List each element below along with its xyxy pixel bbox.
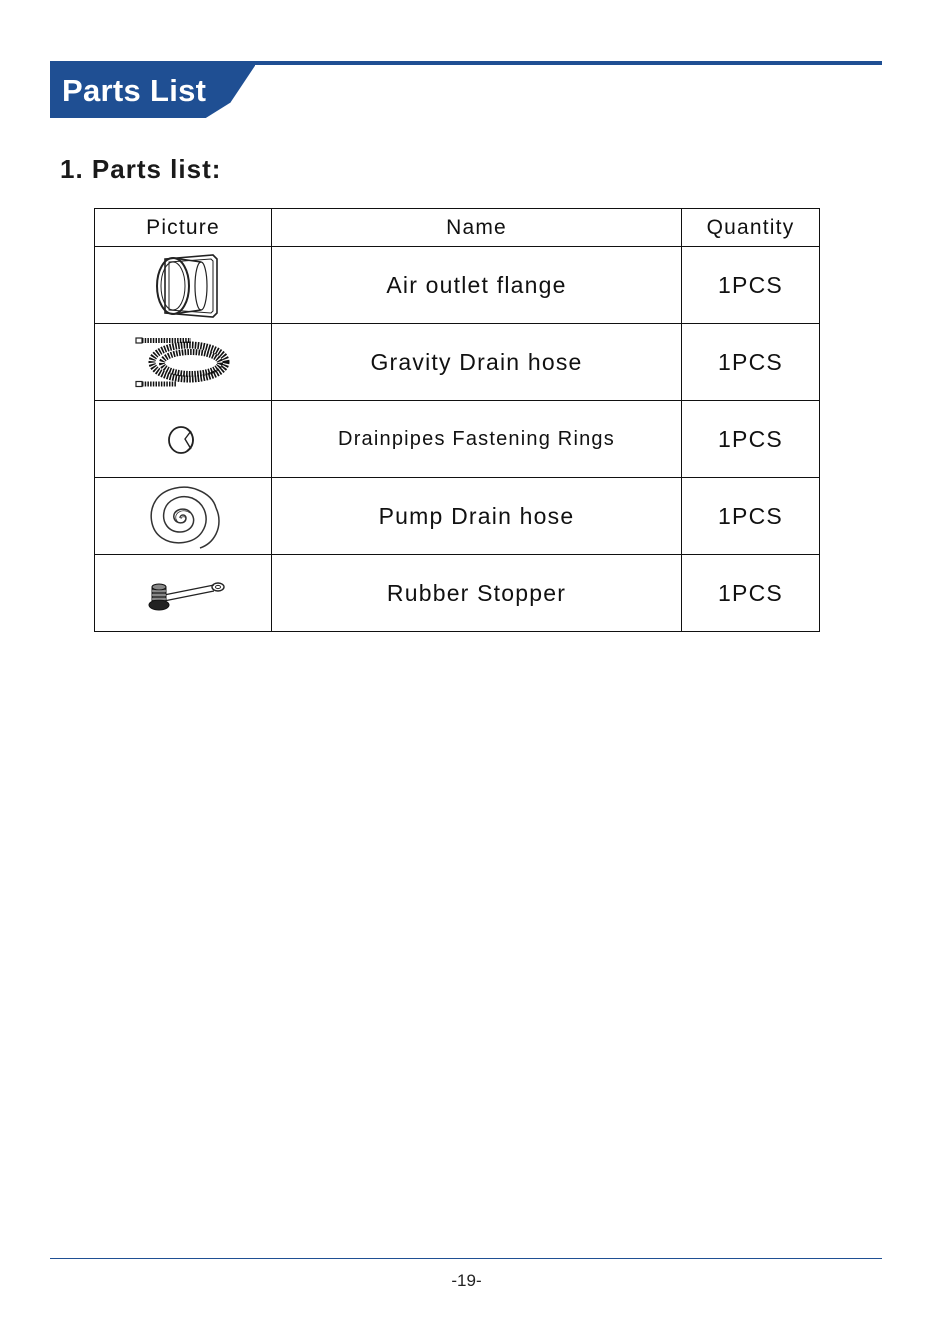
column-header-picture: Picture bbox=[95, 209, 272, 247]
part-name: Rubber Stopper bbox=[272, 555, 682, 632]
picture-cell bbox=[95, 324, 272, 401]
table-row bbox=[95, 401, 820, 478]
table-header-row bbox=[95, 209, 820, 247]
page-number: -19- bbox=[451, 1271, 482, 1290]
picture-cell bbox=[95, 401, 272, 478]
footer-rule bbox=[50, 1258, 882, 1259]
picture-cell bbox=[95, 555, 272, 632]
part-name: Air outlet flange bbox=[272, 247, 682, 324]
part-name: Pump Drain hose bbox=[272, 478, 682, 555]
column-header-name: Name bbox=[272, 209, 682, 247]
part-name: Drainpipes Fastening Rings bbox=[272, 401, 682, 478]
column-header-quantity: Quantity bbox=[682, 209, 820, 247]
pump-drain-hose-icon bbox=[140, 480, 226, 552]
part-name: Gravity Drain hose bbox=[272, 324, 682, 401]
table-row bbox=[95, 478, 820, 555]
table-row bbox=[95, 324, 820, 401]
part-quantity: 1PCS bbox=[682, 247, 820, 324]
air-outlet-flange-icon bbox=[143, 249, 223, 321]
page-title: Parts List bbox=[62, 73, 207, 108]
part-quantity: 1PCS bbox=[682, 401, 820, 478]
part-quantity: 1PCS bbox=[682, 478, 820, 555]
table-row bbox=[95, 247, 820, 324]
part-quantity: 1PCS bbox=[682, 324, 820, 401]
rubber-stopper-icon bbox=[138, 573, 228, 613]
picture-cell bbox=[95, 478, 272, 555]
section-title: 1. Parts list: bbox=[60, 154, 222, 184]
table-row bbox=[95, 555, 820, 632]
fastening-ring-icon bbox=[163, 419, 203, 459]
gravity-drain-hose-icon bbox=[133, 332, 233, 392]
part-quantity: 1PCS bbox=[682, 555, 820, 632]
picture-cell bbox=[95, 247, 272, 324]
parts-table bbox=[94, 208, 820, 632]
